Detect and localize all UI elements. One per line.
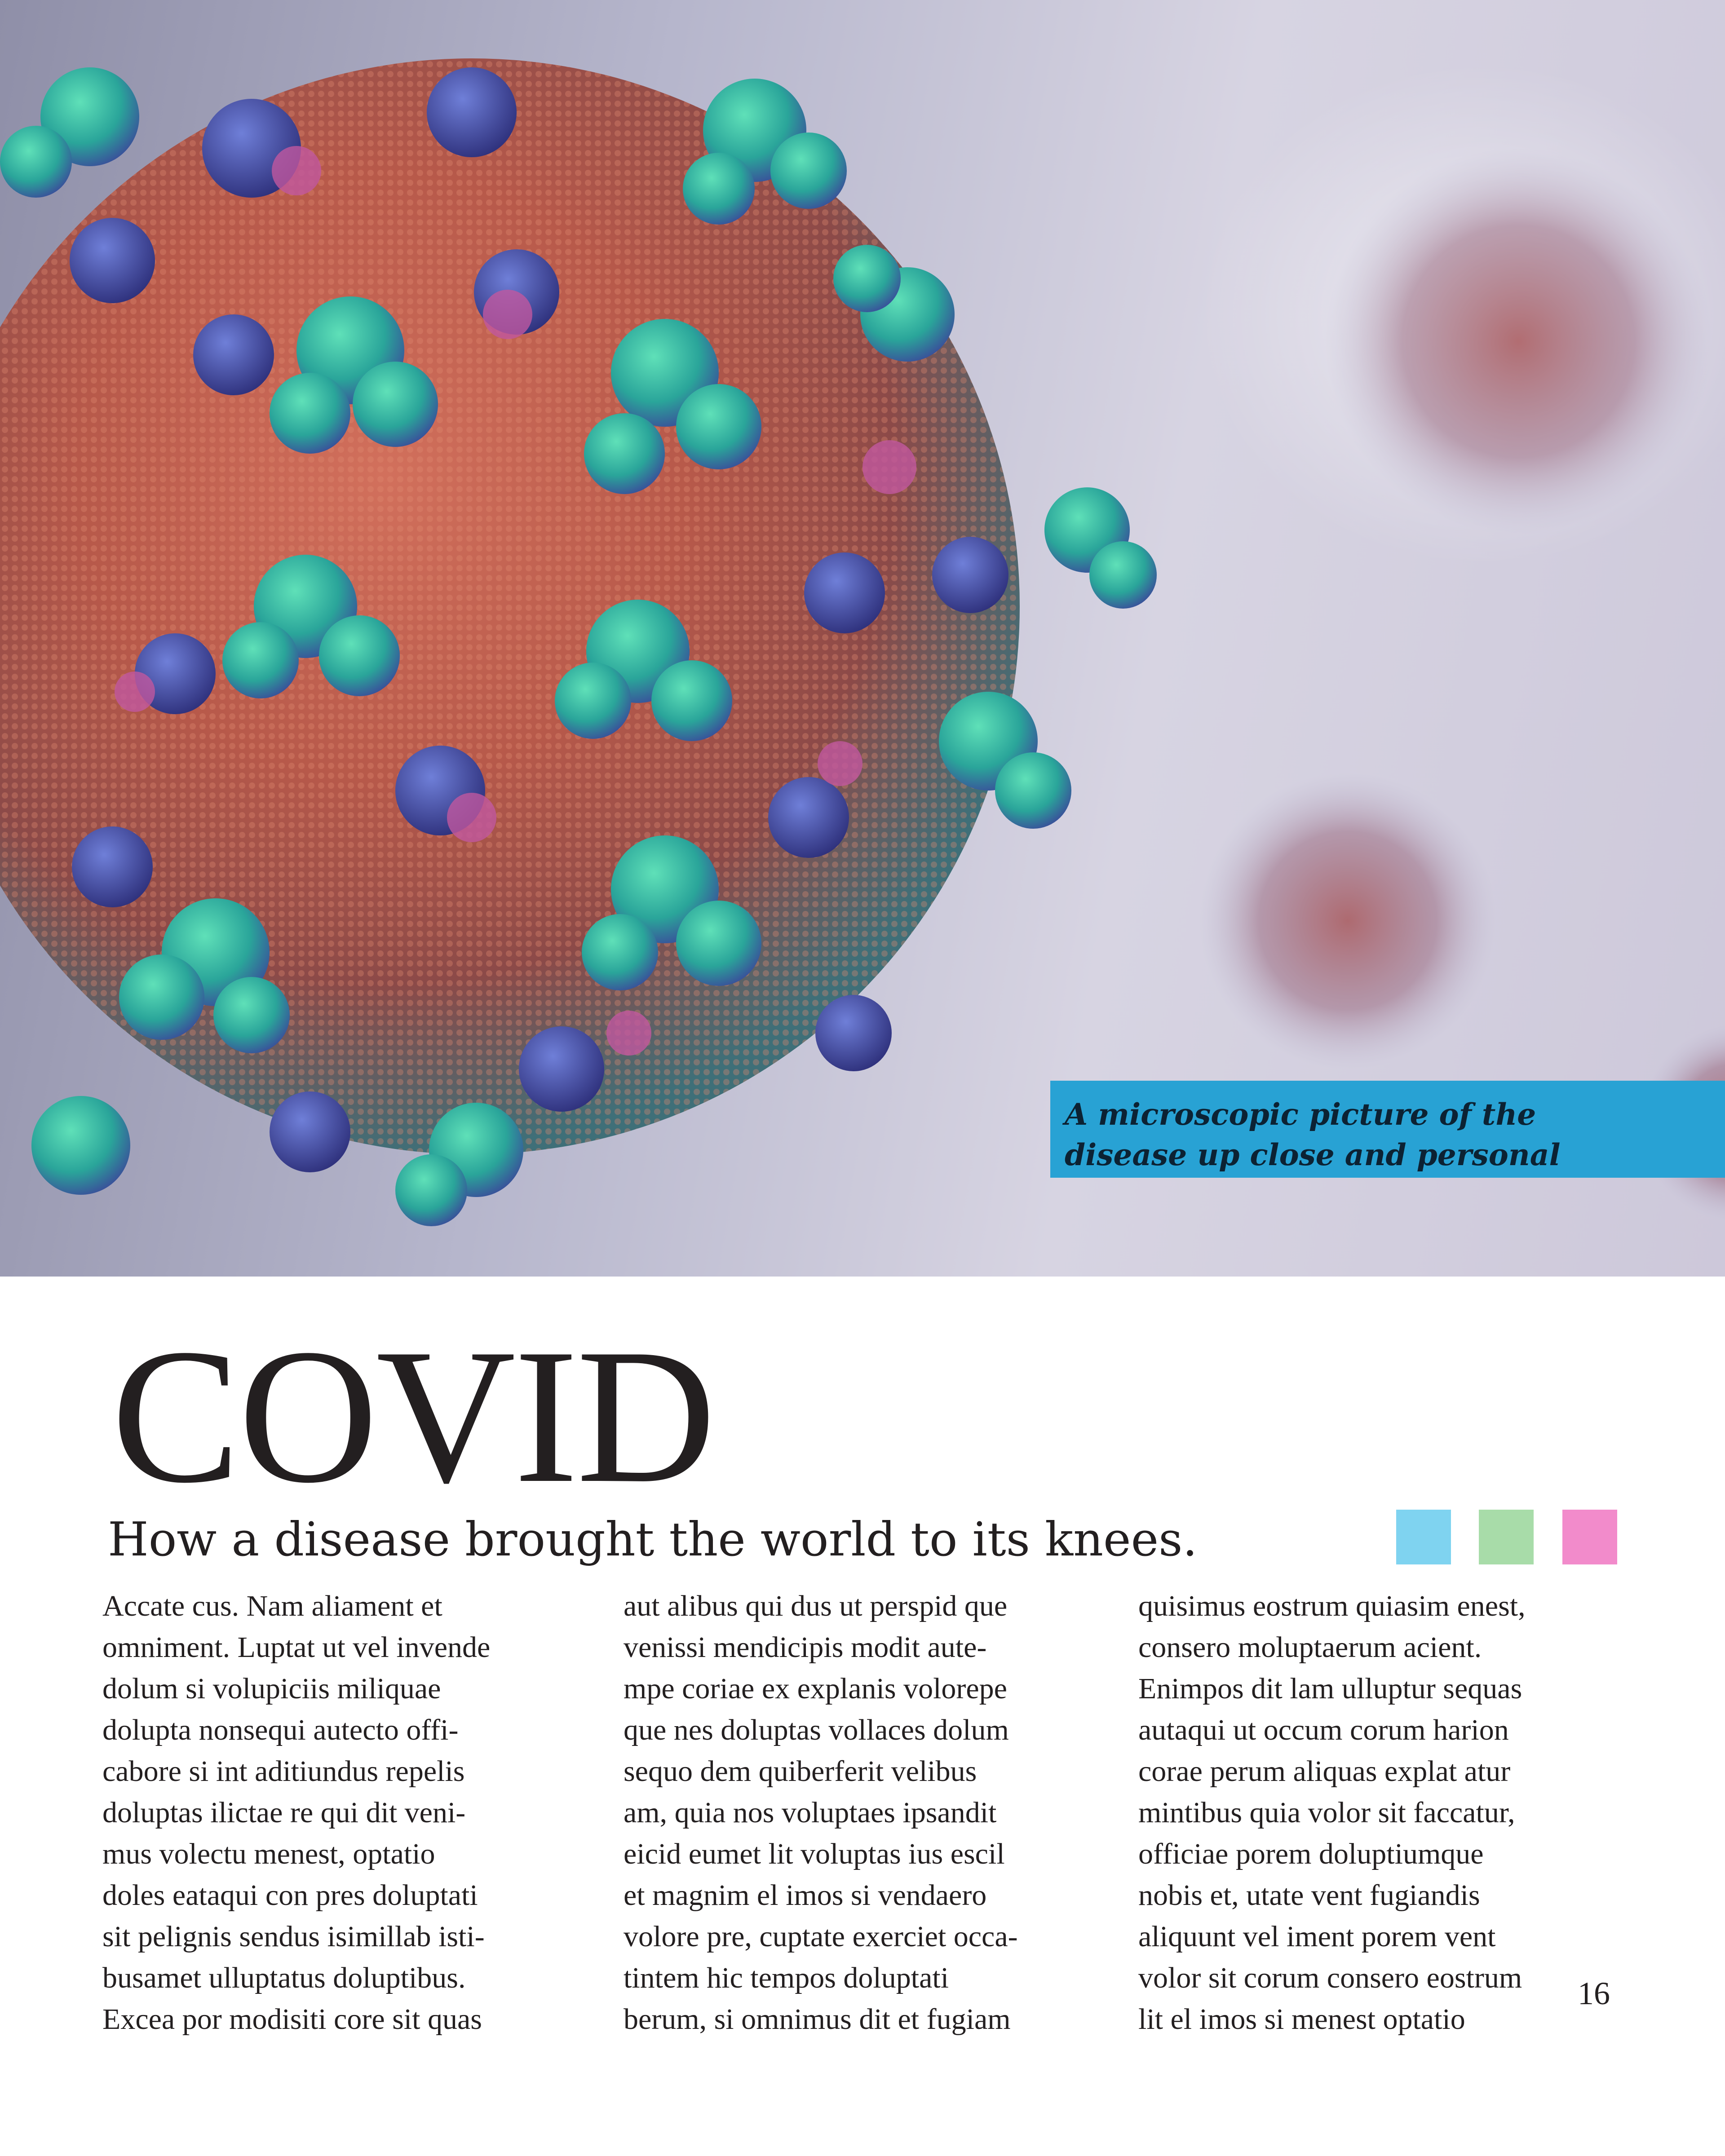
swatch-pink bbox=[1562, 1510, 1617, 1564]
column-line: eicid eumet lit voluptas ius escil bbox=[624, 1838, 1005, 1870]
column-line: volor sit corum consero eostrum bbox=[1138, 1962, 1522, 1994]
swatch-green bbox=[1479, 1510, 1534, 1564]
column-line: aut alibus qui dus ut perspid que bbox=[624, 1590, 1008, 1622]
column-line: tintem hic tempos doluptati bbox=[624, 1962, 949, 1994]
body-column-2 bbox=[624, 1586, 1109, 2040]
body-column-1 bbox=[102, 1586, 588, 2040]
column-line: sequo dem quiberferit velibus bbox=[624, 1755, 977, 1788]
column-line: mpe coriae ex explanis volorepe bbox=[624, 1672, 1007, 1705]
column-line: quisimus eostrum quiasim enest, bbox=[1138, 1590, 1526, 1622]
column-line: Accate cus. Nam aliament et bbox=[102, 1590, 442, 1622]
column-line: cabore si int aditiundus repelis bbox=[102, 1755, 465, 1788]
caption-line-2: disease up close and personal bbox=[1065, 1137, 1561, 1172]
column-line: doles eataqui con pres doluptati bbox=[102, 1879, 478, 1912]
column-line: et magnim el imos si vendaero bbox=[624, 1879, 987, 1912]
column-line: dolupta nonsequi autecto offi- bbox=[102, 1714, 459, 1746]
column-line: doluptas ilictae re qui dit veni- bbox=[102, 1796, 466, 1829]
column-line: venissi mendicipis modit aute- bbox=[624, 1631, 987, 1664]
column-line: officiae porem doluptiumque bbox=[1138, 1838, 1484, 1870]
column-line: corae perum aliquas explat atur bbox=[1138, 1755, 1511, 1788]
column-line: sit pelignis sendus isimillab isti- bbox=[102, 1920, 485, 1953]
swatch-blue bbox=[1396, 1510, 1451, 1564]
article-title: COVID bbox=[111, 1309, 714, 1523]
column-line: busamet ulluptatus doluptibus. bbox=[102, 1962, 466, 1994]
body-column-3 bbox=[1138, 1586, 1623, 2040]
column-line: que nes doluptas vollaces dolum bbox=[624, 1714, 1009, 1746]
caption-line-1: A microscopic picture of the bbox=[1065, 1097, 1536, 1132]
column-line: lit el imos si menest optatio bbox=[1138, 2003, 1465, 2036]
column-line: autaqui ut occum corum harion bbox=[1138, 1714, 1509, 1746]
column-line: Excea por modisiti core sit quas bbox=[102, 2003, 482, 2036]
page-number: 16 bbox=[1578, 1975, 1610, 2011]
column-line: omniment. Luptat ut vel invende bbox=[102, 1631, 491, 1664]
column-line: Enimpos dit lam ulluptur sequas bbox=[1138, 1672, 1522, 1705]
column-line: volore pre, cuptate exerciet occa- bbox=[624, 1920, 1018, 1953]
column-line: berum, si omnimus dit et fugiam bbox=[624, 2003, 1011, 2036]
column-line: mus volectu menest, optatio bbox=[102, 1838, 435, 1870]
column-line: am, quia nos voluptaes ipsandit bbox=[624, 1796, 997, 1829]
column-line: nobis et, utate vent fugiandis bbox=[1138, 1879, 1480, 1912]
image-caption bbox=[1050, 1081, 1725, 1178]
column-line: dolum si volupiciis miliquae bbox=[102, 1672, 441, 1705]
article-subtitle: How a disease brought the world to its knees. bbox=[108, 1512, 1198, 1567]
column-line: aliquunt vel iment porem vent bbox=[1138, 1920, 1496, 1953]
column-line: consero moluptaerum acient. bbox=[1138, 1631, 1482, 1664]
column-line: mintibus quia volor sit faccatur, bbox=[1138, 1796, 1515, 1829]
